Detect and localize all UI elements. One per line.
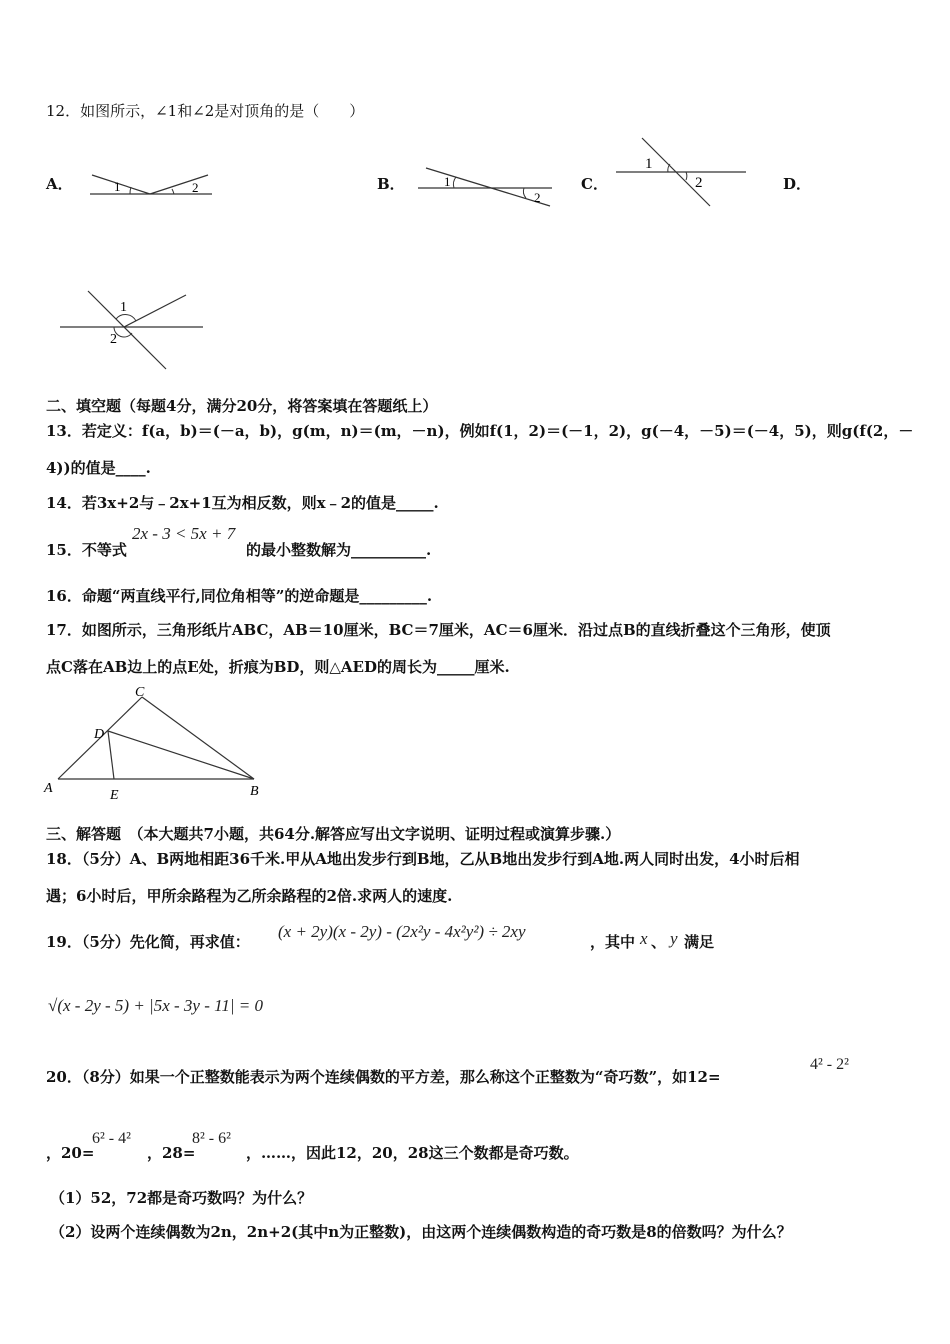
- figure-a-right-ray: [150, 175, 208, 194]
- q15-suffix: 的最小整数解为__________.: [246, 541, 432, 559]
- figure-a-arc-2: [172, 189, 174, 194]
- q14-text: 14．若3x+2与﹣2x+1互为相反数，则x﹣2的值是_____.: [46, 494, 439, 512]
- q20-line-2-a: ，20=: [46, 1144, 95, 1162]
- figure-c-label-2: 2: [695, 175, 703, 191]
- figure-c-label-1: 1: [645, 156, 653, 172]
- figure-a-label-2: 2: [192, 180, 199, 195]
- q20-sub-1: （1）52，72都是奇巧数吗？为什么？: [50, 1189, 313, 1207]
- section-3-heading: 三、解答题 （本大题共7小题，共64分.解答应写出文字说明、证明过程或演算步骤.）: [46, 825, 621, 843]
- figure-b-label-1: 1: [444, 174, 451, 189]
- q15-inequality: 2x - 3 < 5x + 7: [132, 524, 236, 543]
- label-d: D: [94, 727, 105, 742]
- figure-b-label-2: 2: [534, 190, 541, 205]
- q18-line-2: 遇；6小时后，甲所余路程为乙所余路程的2倍.求两人的速度.: [46, 887, 453, 905]
- q16-text: 16．命题“两直线平行,同位角相等”的逆命题是_________.: [46, 587, 433, 605]
- q12-option-a-label[interactable]: A．: [46, 175, 73, 193]
- q20-expr-28: 8² - 6²: [192, 1130, 231, 1147]
- q19-condition: √(x - 2y - 5) + |5x - 3y - 11| = 0: [48, 996, 264, 1015]
- q19-var-x: x: [640, 929, 648, 948]
- label-c: C: [135, 685, 145, 700]
- q13-line-2: 4))的值是____.: [46, 459, 151, 477]
- figure-b-arc-1: [453, 177, 456, 188]
- figure-d-ray: [124, 295, 186, 327]
- q12-figure-a: [86, 165, 216, 201]
- segment-cb: [142, 697, 254, 779]
- q20-line-2-c: ，……，因此12，20，28这三个数都是奇巧数。: [246, 1144, 579, 1162]
- figure-c-arc-2: [686, 172, 687, 180]
- q12-option-c-label[interactable]: C．: [581, 175, 608, 193]
- q12-figure-b: [416, 160, 556, 210]
- q12-figure-c: [612, 134, 752, 210]
- q19-prefix: 19．（5分）先化简，再求值：: [46, 933, 250, 951]
- section-2-heading: 二、填空题（每题4分，满分20分，将答案填在答题纸上）: [46, 397, 438, 415]
- q18-line-1: 18．（5分）A、B两地相距36千米.甲从A地出发步行到B地，乙从B地出发步行到A地.两人同时出发，4小时后相: [46, 850, 800, 868]
- segment-de: [108, 731, 114, 779]
- q19-var-y: y: [670, 929, 678, 948]
- q20-line-1: 20．（8分）如果一个正整数能表示为两个连续偶数的平方差，那么称这个正整数为“奇巧数”，如12=: [46, 1068, 721, 1086]
- figure-b-arc-2: [523, 188, 526, 198]
- figure-d-label-2: 2: [110, 332, 117, 347]
- label-a: A: [44, 781, 53, 796]
- q20-expr-20: 6² - 4²: [92, 1130, 131, 1147]
- q20-sub-2: （2）设两个连续偶数为2n，2n+2(其中n为正整数)，由这两个连续偶数构造的奇巧数是8的倍数吗？为什么？: [50, 1223, 792, 1241]
- q19-suffix-b: 满足: [684, 933, 715, 951]
- figure-d-diagonal: [88, 291, 166, 369]
- q17-triangle-figure: [42, 682, 272, 804]
- label-e: E: [110, 788, 119, 803]
- q19-suffix-a: ，其中: [590, 933, 636, 951]
- q19-expression: (x + 2y)(x - 2y) - (2x²y - 4x²y²) ÷ 2xy: [278, 922, 526, 941]
- segment-db: [108, 731, 254, 779]
- q12-figure-d: [58, 285, 208, 375]
- figure-d-label-1: 1: [120, 300, 127, 315]
- figure-a-left-ray: [92, 175, 150, 194]
- q20-line-2-b: ，28=: [147, 1144, 196, 1162]
- figure-d-arc-1: [116, 315, 136, 321]
- figure-c-arc-1: [668, 164, 670, 172]
- q17-line-1: 17．如图所示，三角形纸片ABC，AB＝10厘米，BC＝7厘米，AC＝6厘米．沿过点B的直线折叠这个三角形，使顶: [46, 621, 831, 639]
- figure-a-label-1: 1: [114, 179, 121, 194]
- q20-expr-12: 4² - 2²: [810, 1056, 849, 1073]
- q17-line-2: 点C落在AB边上的点E处，折痕为BD，则△AED的周长为_____厘米.: [46, 658, 510, 676]
- q15-prefix: 15．不等式: [46, 541, 127, 559]
- q13-line-1: 13．若定义：f(a，b)＝(－a，b)，g(m，n)＝(m，－n)，例如f(1，2)＝(－1，2)，g(－4，－5)＝(－4，5)，则g(f(2，－: [46, 422, 914, 440]
- q12-option-b-label[interactable]: B．: [377, 175, 405, 193]
- q12-stem: 12．如图所示，∠1和∠2是对顶角的是（ ）: [46, 102, 365, 120]
- q12-option-d-label[interactable]: D．: [783, 175, 812, 193]
- q19-separator: 、: [651, 933, 667, 951]
- label-b: B: [250, 784, 259, 799]
